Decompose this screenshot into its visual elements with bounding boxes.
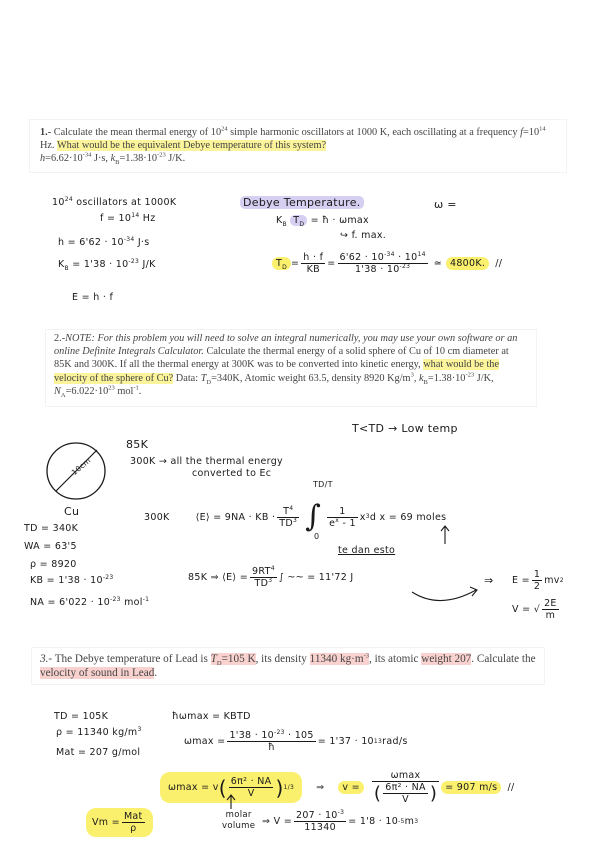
note-converted: converted to Ec [192, 468, 272, 479]
note-td-340: TD = 340K [24, 523, 79, 534]
note-ke-arrow: ⇒ [484, 574, 494, 587]
note-fmax: ↪ f. max. [340, 230, 387, 241]
note-planck: $h = 6'62 \cdot 10^{-34}$ J·s [58, 235, 150, 248]
note-vm: Vm = $\frac{\text{Mat}}{\rho}$ [86, 808, 153, 837]
note-300k-row: 300K ⟨E⟩ = 9NA · KB · $\frac{T^4}{TD^3}$ ∫ $\frac{1}{e^x - 1}$ x 3 d x = 69 moles [144, 499, 447, 534]
note-boltzmann: $K_B = 1'38 \cdot 10^{-23}$ J/K [58, 257, 156, 272]
arrow-up-icon [226, 794, 236, 810]
curved-arrow-icon [410, 584, 480, 608]
problem-1-statement: 1.- Calculate the mean thermal energy of $10^{24}$ simple harmonic oscillators at 1000 K, each oscillating at a frequency $f=10^{14}$ Hz. What would be the equivalent Debye temperature of this system? $h=6.62\cdot 10^{-34}$ J·s, $k_B=1.38\cdot 10^{-23}$ J/K. [30, 120, 566, 172]
note-wmax-formula: ωmax = v ( $\frac{\text{6π² · NA}}{V}$ ) 1/3 ⇒ v = ωmax ( $\frac{\text{6π² · NA}}{V}$ ) = 907 m/s // [160, 770, 514, 805]
note-lead-mat: Mat = 207 g/mol [56, 747, 141, 758]
note-rho: ρ = 8920 [30, 559, 77, 570]
note-debye-calc: $T_D$ = $\frac{h \cdot f}{KB}$ = $\frac{6'62 \cdot 10^{-34} \cdot 10^{14}}{1'38 \cdot 10^{-23}}$ ≃ 4800K. // [272, 252, 502, 275]
note-omega: ω = [434, 198, 457, 211]
debye-result: 4800K. [446, 257, 489, 270]
note-kinetic-energy: E = $\frac{1}{2}$ mv 2 [512, 569, 564, 592]
note-oscillators: $10^{24}$ oscillators at 1000K [52, 195, 177, 208]
note-wa: WA = 63'5 [24, 541, 77, 552]
note-lead-td: TD = 105K [54, 711, 109, 722]
velocity-result: = 907 m/s [441, 781, 501, 794]
note-lead-relation: ħωmax = KBTD [172, 711, 251, 722]
note-kb: KB = $1'38 \cdot 10^{-23}$ [30, 573, 114, 586]
problem-3-statement: 3.- The Debye temperature of Lead is $T_D=105$ K, its density 11340 $kg\cdot m^{-3}$, its atomic weight 207. Calculate the velocity of sound in Lead. [32, 648, 544, 684]
note-debye-relation: $K_B$ $T_D$ = ħ · ωmax [276, 215, 369, 228]
note-lead-rho: ρ = 11340 $kg/m^3$ [56, 725, 142, 738]
note-molar-calc: ⇒ V = $\frac{207 \cdot 10^{-3}}{11340}$ = 1'8 · 10 -5 m 3 [262, 808, 419, 833]
arrow-up-icon [440, 525, 450, 545]
note-velocity: V = √ $\frac{2E}{m}$ [512, 598, 557, 621]
note-energy: E = h · f [72, 292, 114, 303]
note-frequency: $f = 10^{14}$ Hz [100, 211, 156, 224]
note-tedanesto: te dan esto [338, 545, 396, 556]
note-int-lower: 0 [314, 532, 320, 541]
note-wmax-calc: ωmax = $\frac{1'38 \cdot 10^{-23} \cdot 105}{ħ}$ = 1'37 · 10 13 rad/s [184, 728, 408, 753]
note-cu: Cu [64, 505, 80, 518]
note-molar-label: molar volume [222, 810, 256, 831]
note-300k: 300K → all the thermal energy [130, 456, 283, 467]
problem-number: 1.- [40, 127, 52, 138]
note-na: NA = $6'022 \cdot 10^{-23}$ mol$^{-1}$ [30, 595, 150, 608]
note-debye-title: Debye Temperature. [240, 196, 364, 209]
highlighted-question: what would be the velocity of the sphere of Cu? [54, 359, 500, 384]
highlighted-question: What would be the equivalent Debye temperature of this system? [56, 140, 327, 152]
note-diameter: 10cm [69, 455, 93, 478]
note-85k: 85K [126, 438, 149, 451]
note-85k-row: 85K ⇒ ⟨E⟩ = $\frac{9RT^4}{TD^3}$ ∫ ~~ = 11'72 J [188, 564, 354, 589]
note-int-upper: TD/T [313, 480, 333, 489]
problem-2-statement: 2.-NOTE: For this problem you will need to solve an integral numerically, you may use your own software or an online Definite Integrals Calculator. Calculate the thermal energy of a solid sphere of Cu of 10 cm diameter at 85K and 300K. If all the thermal energy at 300K was to be converted into kinetic energy, what would be the velocity of the sphere of Cu? Data: $T_D=340K$, Atomic weight 63.5, density 8920 $Kg/m^3$, $k_B=1.38\cdot 10^{-23}$ J/K, $N_A=6.022\cdot 10^{23}$ mol$^{-1}$. [46, 330, 536, 406]
note-low-temp: T<TD → Low temp [352, 422, 458, 435]
